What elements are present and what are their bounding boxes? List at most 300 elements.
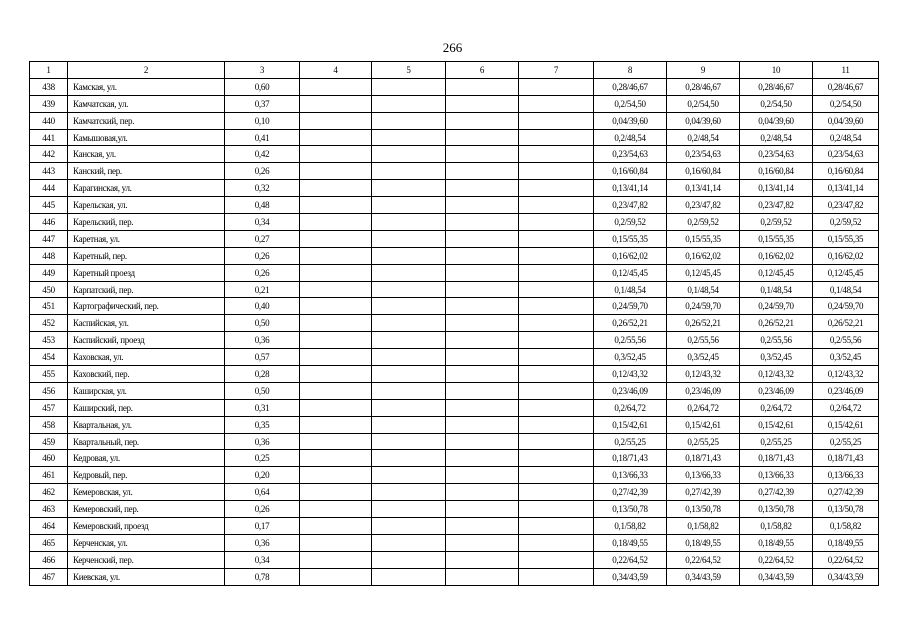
table-row xyxy=(30,180,879,197)
street-name-cell: Кемеровский, проезд xyxy=(68,518,225,535)
street-name-cell: Каховский, пер. xyxy=(68,366,225,383)
empty-cell xyxy=(519,450,594,467)
row-number-cell: 448 xyxy=(30,247,68,264)
column-header: 8 xyxy=(594,62,667,79)
empty-cell xyxy=(372,298,446,315)
value-cell: 0,27/42,39 xyxy=(740,484,813,501)
value-cell: 0,12/45,45 xyxy=(740,264,813,281)
empty-cell xyxy=(300,298,372,315)
empty-cell xyxy=(372,247,446,264)
column-header: 6 xyxy=(446,62,519,79)
street-name-cell: Каширская, ул. xyxy=(68,382,225,399)
empty-cell xyxy=(446,518,519,535)
empty-cell xyxy=(372,332,446,349)
empty-cell xyxy=(446,467,519,484)
empty-cell xyxy=(372,264,446,281)
empty-cell xyxy=(300,366,372,383)
empty-cell xyxy=(519,518,594,535)
length-cell: 0,40 xyxy=(225,298,300,315)
table-row xyxy=(30,484,879,501)
length-cell: 0,25 xyxy=(225,450,300,467)
table-row xyxy=(30,78,879,95)
value-cell: 0,15/55,35 xyxy=(740,230,813,247)
value-cell: 0,24/59,70 xyxy=(740,298,813,315)
row-number-cell: 446 xyxy=(30,214,68,231)
empty-cell xyxy=(300,78,372,95)
value-cell: 0,23/47,82 xyxy=(813,197,879,214)
value-cell: 0,1/48,54 xyxy=(740,281,813,298)
value-cell: 0,24/59,70 xyxy=(813,298,879,315)
value-cell: 0,22/64,52 xyxy=(740,551,813,568)
value-cell: 0,12/45,45 xyxy=(667,264,740,281)
empty-cell xyxy=(372,315,446,332)
length-cell: 0,31 xyxy=(225,399,300,416)
value-cell: 0,18/49,55 xyxy=(813,534,879,551)
empty-cell xyxy=(300,197,372,214)
street-name-cell: Карельская, ул. xyxy=(68,197,225,214)
length-cell: 0,34 xyxy=(225,214,300,231)
empty-cell xyxy=(300,551,372,568)
value-cell: 0,13/50,78 xyxy=(740,501,813,518)
empty-cell xyxy=(519,264,594,281)
value-cell: 0,24/59,70 xyxy=(594,298,667,315)
header-row xyxy=(30,62,879,79)
value-cell: 0,13/41,14 xyxy=(813,180,879,197)
empty-cell xyxy=(372,416,446,433)
row-number-cell: 451 xyxy=(30,298,68,315)
empty-cell xyxy=(300,247,372,264)
table-row xyxy=(30,230,879,247)
value-cell: 0,22/64,52 xyxy=(594,551,667,568)
value-cell: 0,2/59,52 xyxy=(667,214,740,231)
row-number-cell: 454 xyxy=(30,349,68,366)
street-name-cell: Карельский, пер. xyxy=(68,214,225,231)
empty-cell xyxy=(519,568,594,585)
length-cell: 0,50 xyxy=(225,382,300,399)
street-name-cell: Квартальный, пер. xyxy=(68,433,225,450)
value-cell: 0,28/46,67 xyxy=(740,78,813,95)
value-cell: 0,13/50,78 xyxy=(594,501,667,518)
empty-cell xyxy=(300,416,372,433)
value-cell: 0,1/58,82 xyxy=(740,518,813,535)
empty-cell xyxy=(446,163,519,180)
table-row xyxy=(30,95,879,112)
empty-cell xyxy=(519,399,594,416)
street-name-cell: Канский, пер. xyxy=(68,163,225,180)
table-row xyxy=(30,298,879,315)
empty-cell xyxy=(519,146,594,163)
length-cell: 0,36 xyxy=(225,332,300,349)
table-row xyxy=(30,518,879,535)
row-number-cell: 467 xyxy=(30,568,68,585)
table-row xyxy=(30,247,879,264)
table-row xyxy=(30,349,879,366)
empty-cell xyxy=(519,247,594,264)
empty-cell xyxy=(372,399,446,416)
street-name-cell: Киевская, ул. xyxy=(68,568,225,585)
empty-cell xyxy=(300,382,372,399)
empty-cell xyxy=(519,366,594,383)
empty-cell xyxy=(300,315,372,332)
street-name-cell: Канская, ул. xyxy=(68,146,225,163)
value-cell: 0,2/55,56 xyxy=(740,332,813,349)
table-row xyxy=(30,332,879,349)
value-cell: 0,16/60,84 xyxy=(667,163,740,180)
column-header: 10 xyxy=(740,62,813,79)
street-name-cell: Каспийский, проезд xyxy=(68,332,225,349)
empty-cell xyxy=(446,534,519,551)
table-row xyxy=(30,568,879,585)
length-cell: 0,17 xyxy=(225,518,300,535)
value-cell: 0,18/49,55 xyxy=(667,534,740,551)
empty-cell xyxy=(519,315,594,332)
empty-cell xyxy=(300,568,372,585)
value-cell: 0,1/58,82 xyxy=(594,518,667,535)
row-number-cell: 449 xyxy=(30,264,68,281)
row-number-cell: 465 xyxy=(30,534,68,551)
row-number-cell: 452 xyxy=(30,315,68,332)
column-header: 4 xyxy=(300,62,372,79)
empty-cell xyxy=(300,501,372,518)
value-cell: 0,2/48,54 xyxy=(594,129,667,146)
street-name-cell: Каховская, ул. xyxy=(68,349,225,366)
street-name-cell: Каширский, пер. xyxy=(68,399,225,416)
table-row xyxy=(30,163,879,180)
empty-cell xyxy=(300,230,372,247)
empty-cell xyxy=(300,450,372,467)
value-cell: 0,13/66,33 xyxy=(594,467,667,484)
empty-cell xyxy=(300,95,372,112)
empty-cell xyxy=(300,146,372,163)
value-cell: 0,18/71,43 xyxy=(740,450,813,467)
value-cell: 0,1/48,54 xyxy=(813,281,879,298)
value-cell: 0,2/55,56 xyxy=(667,332,740,349)
table-row xyxy=(30,416,879,433)
value-cell: 0,2/54,50 xyxy=(667,95,740,112)
street-name-cell: Кемеровская, ул. xyxy=(68,484,225,501)
value-cell: 0,27/42,39 xyxy=(667,484,740,501)
value-cell: 0,2/55,25 xyxy=(740,433,813,450)
value-cell: 0,2/59,52 xyxy=(740,214,813,231)
street-name-cell: Камчатская, ул. xyxy=(68,95,225,112)
value-cell: 0,2/59,52 xyxy=(594,214,667,231)
value-cell: 0,23/54,63 xyxy=(740,146,813,163)
table-row xyxy=(30,467,879,484)
empty-cell xyxy=(372,163,446,180)
empty-cell xyxy=(446,146,519,163)
value-cell: 0,3/52,45 xyxy=(594,349,667,366)
column-header: 2 xyxy=(68,62,225,79)
row-number-cell: 443 xyxy=(30,163,68,180)
street-name-cell: Карпатский, пер. xyxy=(68,281,225,298)
empty-cell xyxy=(372,551,446,568)
length-cell: 0,10 xyxy=(225,112,300,129)
value-cell: 0,34/43,59 xyxy=(813,568,879,585)
empty-cell xyxy=(300,467,372,484)
length-cell: 0,50 xyxy=(225,315,300,332)
street-name-cell: Картографический, пер. xyxy=(68,298,225,315)
street-name-cell: Карагинская, ул. xyxy=(68,180,225,197)
value-cell: 0,28/46,67 xyxy=(667,78,740,95)
empty-cell xyxy=(519,112,594,129)
empty-cell xyxy=(372,230,446,247)
value-cell: 0,2/64,72 xyxy=(667,399,740,416)
value-cell: 0,16/60,84 xyxy=(813,163,879,180)
empty-cell xyxy=(446,78,519,95)
table-row xyxy=(30,315,879,332)
empty-cell xyxy=(446,214,519,231)
value-cell: 0,15/42,61 xyxy=(813,416,879,433)
table-row xyxy=(30,264,879,281)
value-cell: 0,23/47,82 xyxy=(594,197,667,214)
empty-cell xyxy=(372,349,446,366)
column-header: 3 xyxy=(225,62,300,79)
length-cell: 0,64 xyxy=(225,484,300,501)
empty-cell xyxy=(446,501,519,518)
street-name-cell: Каретная, ул. xyxy=(68,230,225,247)
value-cell: 0,34/43,59 xyxy=(740,568,813,585)
empty-cell xyxy=(519,332,594,349)
empty-cell xyxy=(446,281,519,298)
value-cell: 0,28/46,67 xyxy=(813,78,879,95)
empty-cell xyxy=(446,95,519,112)
empty-cell xyxy=(372,518,446,535)
street-name-cell: Кемеровский, пер. xyxy=(68,501,225,518)
value-cell: 0,12/43,32 xyxy=(813,366,879,383)
column-header: 1 xyxy=(30,62,68,79)
column-header: 9 xyxy=(667,62,740,79)
empty-cell xyxy=(300,281,372,298)
value-cell: 0,27/42,39 xyxy=(594,484,667,501)
empty-cell xyxy=(372,129,446,146)
value-cell: 0,34/43,59 xyxy=(667,568,740,585)
empty-cell xyxy=(446,484,519,501)
empty-cell xyxy=(300,484,372,501)
page-number: 266 xyxy=(442,40,463,55)
empty-cell xyxy=(300,129,372,146)
row-number-cell: 460 xyxy=(30,450,68,467)
table-row xyxy=(30,146,879,163)
value-cell: 0,26/52,21 xyxy=(740,315,813,332)
empty-cell xyxy=(446,416,519,433)
empty-cell xyxy=(446,450,519,467)
street-name-cell: Каспийская, ул. xyxy=(68,315,225,332)
empty-cell xyxy=(446,298,519,315)
value-cell: 0,12/43,32 xyxy=(740,366,813,383)
value-cell: 0,2/48,54 xyxy=(667,129,740,146)
value-cell: 0,18/49,55 xyxy=(594,534,667,551)
row-number-cell: 453 xyxy=(30,332,68,349)
table-row xyxy=(30,281,879,298)
value-cell: 0,12/45,45 xyxy=(594,264,667,281)
row-number-cell: 457 xyxy=(30,399,68,416)
value-cell: 0,23/47,82 xyxy=(667,197,740,214)
length-cell: 0,34 xyxy=(225,551,300,568)
empty-cell xyxy=(446,382,519,399)
value-cell: 0,18/71,43 xyxy=(594,450,667,467)
empty-cell xyxy=(519,433,594,450)
value-cell: 0,34/43,59 xyxy=(594,568,667,585)
column-header: 7 xyxy=(519,62,594,79)
street-name-cell: Камышовая,ул. xyxy=(68,129,225,146)
empty-cell xyxy=(519,501,594,518)
value-cell: 0,27/42,39 xyxy=(813,484,879,501)
empty-cell xyxy=(446,180,519,197)
value-cell: 0,13/41,14 xyxy=(667,180,740,197)
value-cell: 0,2/54,50 xyxy=(813,95,879,112)
value-cell: 0,22/64,52 xyxy=(667,551,740,568)
row-number-cell: 442 xyxy=(30,146,68,163)
empty-cell xyxy=(372,366,446,383)
table-row xyxy=(30,450,879,467)
length-cell: 0,28 xyxy=(225,366,300,383)
empty-cell xyxy=(519,349,594,366)
length-cell: 0,26 xyxy=(225,163,300,180)
street-name-cell: Квартальная, ул. xyxy=(68,416,225,433)
length-cell: 0,20 xyxy=(225,467,300,484)
value-cell: 0,15/42,61 xyxy=(740,416,813,433)
length-cell: 0,26 xyxy=(225,247,300,264)
value-cell: 0,13/50,78 xyxy=(667,501,740,518)
value-cell: 0,04/39,60 xyxy=(594,112,667,129)
empty-cell xyxy=(446,366,519,383)
table-row xyxy=(30,501,879,518)
empty-cell xyxy=(300,163,372,180)
length-cell: 0,42 xyxy=(225,146,300,163)
value-cell: 0,24/59,70 xyxy=(667,298,740,315)
empty-cell xyxy=(519,281,594,298)
empty-cell xyxy=(519,95,594,112)
value-cell: 0,2/48,54 xyxy=(813,129,879,146)
value-cell: 0,13/66,33 xyxy=(667,467,740,484)
empty-cell xyxy=(446,264,519,281)
row-number-cell: 440 xyxy=(30,112,68,129)
value-cell: 0,12/43,32 xyxy=(594,366,667,383)
empty-cell xyxy=(300,433,372,450)
value-cell: 0,23/47,82 xyxy=(740,197,813,214)
value-cell: 0,26/52,21 xyxy=(594,315,667,332)
table-row xyxy=(30,551,879,568)
value-cell: 0,13/66,33 xyxy=(813,467,879,484)
empty-cell xyxy=(300,112,372,129)
empty-cell xyxy=(446,332,519,349)
length-cell: 0,48 xyxy=(225,197,300,214)
value-cell: 0,22/64,52 xyxy=(813,551,879,568)
row-number-cell: 450 xyxy=(30,281,68,298)
length-cell: 0,26 xyxy=(225,264,300,281)
row-number-cell: 447 xyxy=(30,230,68,247)
value-cell: 0,04/39,60 xyxy=(813,112,879,129)
length-cell: 0,36 xyxy=(225,534,300,551)
value-cell: 0,13/50,78 xyxy=(813,501,879,518)
length-cell: 0,35 xyxy=(225,416,300,433)
empty-cell xyxy=(372,180,446,197)
empty-cell xyxy=(519,551,594,568)
length-cell: 0,26 xyxy=(225,501,300,518)
street-name-cell: Керченская, ул. xyxy=(68,534,225,551)
empty-cell xyxy=(300,264,372,281)
value-cell: 0,18/71,43 xyxy=(667,450,740,467)
empty-cell xyxy=(446,399,519,416)
row-number-cell: 455 xyxy=(30,366,68,383)
row-number-cell: 444 xyxy=(30,180,68,197)
empty-cell xyxy=(519,298,594,315)
length-cell: 0,41 xyxy=(225,129,300,146)
empty-cell xyxy=(372,450,446,467)
empty-cell xyxy=(372,95,446,112)
value-cell: 0,23/46,09 xyxy=(813,382,879,399)
value-cell: 0,1/48,54 xyxy=(667,281,740,298)
value-cell: 0,1/58,82 xyxy=(813,518,879,535)
empty-cell xyxy=(372,197,446,214)
value-cell: 0,3/52,45 xyxy=(813,349,879,366)
value-cell: 0,23/54,63 xyxy=(594,146,667,163)
empty-cell xyxy=(372,433,446,450)
value-cell: 0,3/52,45 xyxy=(667,349,740,366)
empty-cell xyxy=(372,484,446,501)
table-row xyxy=(30,433,879,450)
column-header: 11 xyxy=(813,62,879,79)
empty-cell xyxy=(300,518,372,535)
value-cell: 0,2/54,50 xyxy=(740,95,813,112)
value-cell: 0,28/46,67 xyxy=(594,78,667,95)
empty-cell xyxy=(372,501,446,518)
street-name-cell: Камчатский, пер. xyxy=(68,112,225,129)
empty-cell xyxy=(519,197,594,214)
empty-cell xyxy=(300,214,372,231)
row-number-cell: 456 xyxy=(30,382,68,399)
table-row xyxy=(30,534,879,551)
value-cell: 0,23/46,09 xyxy=(594,382,667,399)
table-row xyxy=(30,382,879,399)
empty-cell xyxy=(372,112,446,129)
empty-cell xyxy=(300,349,372,366)
empty-cell xyxy=(446,433,519,450)
empty-cell xyxy=(300,399,372,416)
table-row xyxy=(30,399,879,416)
street-name-cell: Керченский, пер. xyxy=(68,551,225,568)
length-cell: 0,36 xyxy=(225,433,300,450)
street-name-cell: Кедровая, ул. xyxy=(68,450,225,467)
value-cell: 0,15/42,61 xyxy=(594,416,667,433)
length-cell: 0,60 xyxy=(225,78,300,95)
value-cell: 0,12/43,32 xyxy=(667,366,740,383)
empty-cell xyxy=(372,214,446,231)
empty-cell xyxy=(372,146,446,163)
empty-cell xyxy=(519,534,594,551)
empty-cell xyxy=(300,534,372,551)
empty-cell xyxy=(372,568,446,585)
value-cell: 0,23/46,09 xyxy=(740,382,813,399)
value-cell: 0,15/42,61 xyxy=(667,416,740,433)
empty-cell xyxy=(300,180,372,197)
value-cell: 0,16/62,02 xyxy=(594,247,667,264)
table-row xyxy=(30,366,879,383)
empty-cell xyxy=(519,180,594,197)
length-cell: 0,21 xyxy=(225,281,300,298)
value-cell: 0,2/55,25 xyxy=(813,433,879,450)
data-table xyxy=(29,61,879,586)
empty-cell xyxy=(519,416,594,433)
column-header: 5 xyxy=(372,62,446,79)
value-cell: 0,13/41,14 xyxy=(594,180,667,197)
row-number-cell: 441 xyxy=(30,129,68,146)
value-cell: 0,16/62,02 xyxy=(813,247,879,264)
empty-cell xyxy=(446,315,519,332)
value-cell: 0,2/55,56 xyxy=(813,332,879,349)
value-cell: 0,15/55,35 xyxy=(813,230,879,247)
value-cell: 0,16/62,02 xyxy=(740,247,813,264)
